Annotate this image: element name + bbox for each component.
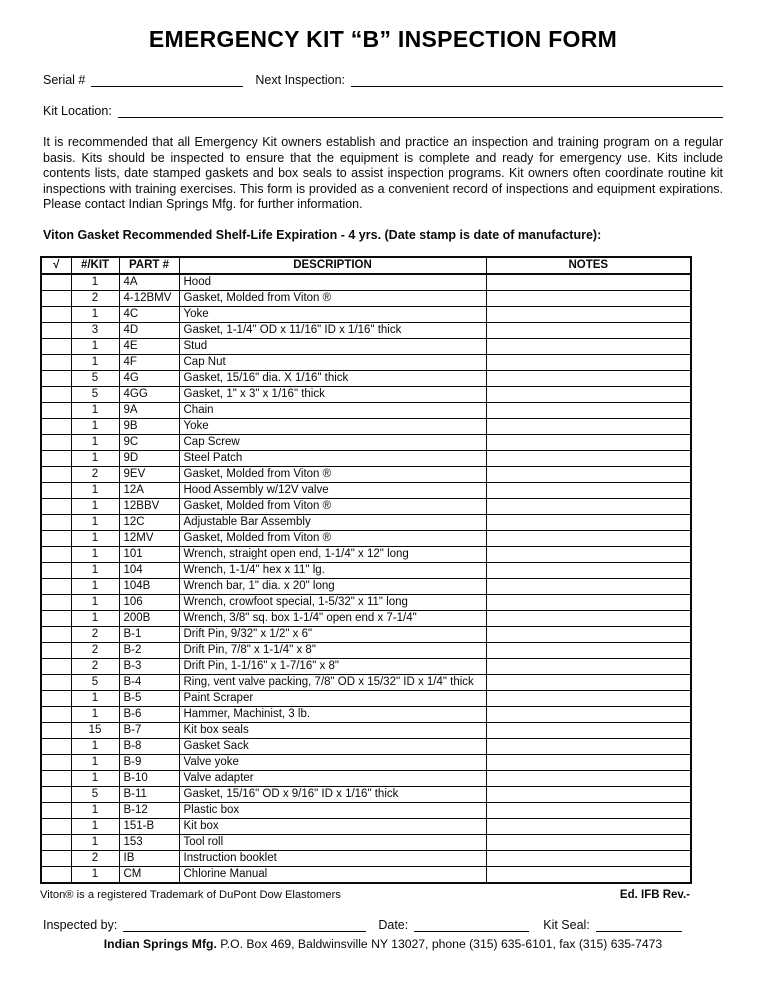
description-cell: Gasket, Molded from Viton ® xyxy=(179,530,486,546)
description-cell: Drift Pin, 1-1/16" x 1-7/16" x 8" xyxy=(179,658,486,674)
check-cell xyxy=(41,386,71,402)
qty-cell: 2 xyxy=(71,626,119,642)
table-row xyxy=(41,658,691,674)
check-cell xyxy=(41,754,71,770)
part-cell: 106 xyxy=(119,594,179,610)
notes-cell xyxy=(486,818,691,834)
table-row xyxy=(41,482,691,498)
description-column-header: DESCRIPTION xyxy=(179,257,486,274)
table-row xyxy=(41,530,691,546)
description-cell: Adjustable Bar Assembly xyxy=(179,514,486,530)
description-cell: Instruction booklet xyxy=(179,850,486,866)
qty-cell: 1 xyxy=(71,418,119,434)
part-cell: 9EV xyxy=(119,466,179,482)
notes-cell xyxy=(486,402,691,418)
part-cell: B-8 xyxy=(119,738,179,754)
table-row xyxy=(41,322,691,338)
table-row xyxy=(41,722,691,738)
description-cell: Gasket, 15/16" dia. X 1/16" thick xyxy=(179,370,486,386)
notes-cell xyxy=(486,418,691,434)
part-column-header: PART # xyxy=(119,257,179,274)
part-cell: 153 xyxy=(119,834,179,850)
check-cell xyxy=(41,802,71,818)
check-cell xyxy=(41,722,71,738)
qty-cell: 1 xyxy=(71,482,119,498)
table-row xyxy=(41,418,691,434)
kit-seal-label: Kit Seal: xyxy=(543,917,590,932)
viton-trademark-note: Viton® is a registered Trademark of DuPont Dow Elastomers xyxy=(40,888,341,901)
qty-cell: 1 xyxy=(71,818,119,834)
notes-cell xyxy=(486,770,691,786)
description-cell: Hood Assembly w/12V valve xyxy=(179,482,486,498)
description-cell: Gasket, Molded from Viton ® xyxy=(179,290,486,306)
part-cell: B-2 xyxy=(119,642,179,658)
notes-cell xyxy=(486,466,691,482)
qty-cell: 1 xyxy=(71,738,119,754)
qty-cell: 1 xyxy=(71,706,119,722)
part-cell: B-10 xyxy=(119,770,179,786)
qty-cell: 1 xyxy=(71,594,119,610)
next-inspection-label: Next Inspection: xyxy=(255,73,346,87)
table-row xyxy=(41,770,691,786)
check-cell xyxy=(41,498,71,514)
qty-cell: 1 xyxy=(71,562,119,578)
table-row xyxy=(41,514,691,530)
date-blank-line xyxy=(414,918,529,932)
part-cell: 12MV xyxy=(119,530,179,546)
notes-cell xyxy=(486,578,691,594)
description-cell: Cap Nut xyxy=(179,354,486,370)
description-cell: Hammer, Machinist, 3 lb. xyxy=(179,706,486,722)
check-cell xyxy=(41,690,71,706)
part-cell: 104B xyxy=(119,578,179,594)
qty-cell: 1 xyxy=(71,770,119,786)
notes-cell xyxy=(486,674,691,690)
description-cell: Gasket, 15/16" OD x 9/16" ID x 1/16" thick xyxy=(179,786,486,802)
part-cell: B-5 xyxy=(119,690,179,706)
check-cell xyxy=(41,370,71,386)
check-cell xyxy=(41,786,71,802)
check-cell xyxy=(41,274,71,291)
signature-row xyxy=(43,918,723,932)
part-cell: 4E xyxy=(119,338,179,354)
description-cell: Wrench, straight open end, 1-1/4" x 12" long xyxy=(179,546,486,562)
qty-cell: 1 xyxy=(71,434,119,450)
notes-cell xyxy=(486,802,691,818)
kit-location-blank-line xyxy=(118,104,723,118)
check-cell xyxy=(41,770,71,786)
qty-cell: 1 xyxy=(71,802,119,818)
notes-cell xyxy=(486,706,691,722)
qty-cell: 1 xyxy=(71,834,119,850)
qty-cell: 1 xyxy=(71,450,119,466)
check-cell xyxy=(41,818,71,834)
description-cell: Wrench bar, 1" dia. x 20" long xyxy=(179,578,486,594)
part-cell: 4GG xyxy=(119,386,179,402)
part-cell: B-3 xyxy=(119,658,179,674)
part-cell: 9B xyxy=(119,418,179,434)
description-cell: Wrench, 1-1/4" hex x 11" lg. xyxy=(179,562,486,578)
qty-cell: 5 xyxy=(71,674,119,690)
part-cell: 9D xyxy=(119,450,179,466)
description-cell: Hood xyxy=(179,274,486,291)
part-cell: 4G xyxy=(119,370,179,386)
table-row xyxy=(41,626,691,642)
check-cell xyxy=(41,322,71,338)
kit-location-label: Kit Location: xyxy=(43,104,112,118)
check-cell xyxy=(41,290,71,306)
table-row xyxy=(41,594,691,610)
part-cell: B-7 xyxy=(119,722,179,738)
table-row xyxy=(41,610,691,626)
table-row xyxy=(41,450,691,466)
description-cell: Stud xyxy=(179,338,486,354)
check-cell xyxy=(41,450,71,466)
table-row xyxy=(41,690,691,706)
table-row xyxy=(41,386,691,402)
check-cell xyxy=(41,738,71,754)
notes-cell xyxy=(486,290,691,306)
table-row xyxy=(41,754,691,770)
table-row xyxy=(41,290,691,306)
part-cell: CM xyxy=(119,866,179,883)
qty-cell: 5 xyxy=(71,786,119,802)
check-cell xyxy=(41,306,71,322)
notes-cell xyxy=(486,658,691,674)
part-cell: B-12 xyxy=(119,802,179,818)
description-cell: Valve yoke xyxy=(179,754,486,770)
part-cell: B-9 xyxy=(119,754,179,770)
qty-cell: 1 xyxy=(71,338,119,354)
kit-location-row xyxy=(43,104,723,118)
part-cell: 9C xyxy=(119,434,179,450)
check-cell xyxy=(41,354,71,370)
qty-cell: 1 xyxy=(71,514,119,530)
check-cell xyxy=(41,850,71,866)
table-row xyxy=(41,738,691,754)
description-cell: Kit box seals xyxy=(179,722,486,738)
description-cell: Paint Scraper xyxy=(179,690,486,706)
description-cell: Wrench, crowfoot special, 1-5/32" x 11" long xyxy=(179,594,486,610)
check-cell xyxy=(41,642,71,658)
table-row xyxy=(41,866,691,883)
table-row xyxy=(41,498,691,514)
description-cell: Plastic box xyxy=(179,802,486,818)
description-cell: Gasket, Molded from Viton ® xyxy=(179,466,486,482)
part-cell: B-1 xyxy=(119,626,179,642)
part-cell: B-11 xyxy=(119,786,179,802)
intro-paragraph: It is recommended that all Emergency Kit owners establish and practice an inspection and training program on a regular basis. Kits should be inspected to ensure that the equipment is complete and ready for emergency use. Kits include contents lists, date stamped gaskets and box seals to assist inspection programs. Kit owners often coordinate routine kit inspections with training exercises. This form is provided as a convenient record of inspections and equipment expirations. Please contact Indian Springs Mfg. for further information. xyxy=(43,135,723,212)
table-row xyxy=(41,786,691,802)
description-cell: Yoke xyxy=(179,306,486,322)
check-cell xyxy=(41,610,71,626)
description-cell: Drift Pin, 9/32" x 1/2" x 6" xyxy=(179,626,486,642)
serial-blank-line xyxy=(91,73,243,87)
description-cell: Valve adapter xyxy=(179,770,486,786)
part-cell: 4-12BMV xyxy=(119,290,179,306)
check-cell xyxy=(41,434,71,450)
description-cell: Kit box xyxy=(179,818,486,834)
check-cell xyxy=(41,626,71,642)
description-cell: Chlorine Manual xyxy=(179,866,486,883)
part-cell: IB xyxy=(119,850,179,866)
qty-cell: 1 xyxy=(71,354,119,370)
check-cell xyxy=(41,594,71,610)
qty-cell: 5 xyxy=(71,386,119,402)
qty-cell: 1 xyxy=(71,498,119,514)
table-row xyxy=(41,370,691,386)
part-cell: 104 xyxy=(119,562,179,578)
check-cell xyxy=(41,658,71,674)
notes-cell xyxy=(486,850,691,866)
notes-cell xyxy=(486,498,691,514)
description-cell: Cap Screw xyxy=(179,434,486,450)
check-cell xyxy=(41,418,71,434)
description-cell: Gasket Sack xyxy=(179,738,486,754)
qty-cell: 1 xyxy=(71,610,119,626)
qty-cell: 5 xyxy=(71,370,119,386)
company-name: Indian Springs Mfg. xyxy=(103,936,217,951)
notes-cell xyxy=(486,434,691,450)
table-row xyxy=(41,546,691,562)
notes-cell xyxy=(486,754,691,770)
table-row xyxy=(41,306,691,322)
table-row xyxy=(41,466,691,482)
part-cell: 12A xyxy=(119,482,179,498)
notes-cell xyxy=(486,386,691,402)
notes-cell xyxy=(486,530,691,546)
form-title: EMERGENCY KIT “B” INSPECTION FORM xyxy=(148,26,618,52)
table-row xyxy=(41,802,691,818)
part-cell: 12BBV xyxy=(119,498,179,514)
description-cell: Gasket, Molded from Viton ® xyxy=(179,498,486,514)
qty-cell: 1 xyxy=(71,402,119,418)
company-footer-line xyxy=(43,937,723,951)
check-cell xyxy=(41,514,71,530)
qty-cell: 1 xyxy=(71,866,119,883)
notes-cell xyxy=(486,370,691,386)
check-cell xyxy=(41,482,71,498)
description-cell: Steel Patch xyxy=(179,450,486,466)
qty-cell: 1 xyxy=(71,546,119,562)
notes-cell xyxy=(486,338,691,354)
check-cell xyxy=(41,402,71,418)
check-cell xyxy=(41,866,71,883)
qty-cell: 1 xyxy=(71,690,119,706)
notes-cell xyxy=(486,562,691,578)
description-cell: Chain xyxy=(179,402,486,418)
part-cell: 9A xyxy=(119,402,179,418)
qty-cell: 1 xyxy=(71,754,119,770)
parts-table-body xyxy=(41,274,691,883)
table-row xyxy=(41,850,691,866)
qty-column-header: #/KIT xyxy=(71,257,119,274)
qty-cell: 3 xyxy=(71,322,119,338)
description-cell: Wrench, 3/8" sq. box 1-1/4" open end x 7-1/4" xyxy=(179,610,486,626)
part-cell: 4A xyxy=(119,274,179,291)
qty-cell: 2 xyxy=(71,850,119,866)
check-cell xyxy=(41,466,71,482)
part-cell: 4C xyxy=(119,306,179,322)
next-inspection-blank-line xyxy=(351,73,723,87)
serial-label: Serial # xyxy=(43,73,86,87)
check-cell xyxy=(41,530,71,546)
notes-cell xyxy=(486,354,691,370)
checkmark-column-header: √ xyxy=(41,257,71,274)
check-cell xyxy=(41,562,71,578)
qty-cell: 1 xyxy=(71,306,119,322)
qty-cell: 1 xyxy=(71,274,119,291)
table-row xyxy=(41,402,691,418)
part-cell: 200B xyxy=(119,610,179,626)
description-cell: Yoke xyxy=(179,418,486,434)
notes-cell xyxy=(486,306,691,322)
check-cell xyxy=(41,706,71,722)
check-cell xyxy=(41,834,71,850)
notes-cell xyxy=(486,514,691,530)
notes-cell xyxy=(486,626,691,642)
notes-cell xyxy=(486,546,691,562)
parts-table-header xyxy=(41,257,691,274)
parts-table xyxy=(40,256,692,884)
check-cell xyxy=(41,578,71,594)
notes-cell xyxy=(486,866,691,883)
notes-cell xyxy=(486,594,691,610)
qty-cell: 2 xyxy=(71,658,119,674)
notes-cell xyxy=(486,738,691,754)
description-cell: Gasket, 1-1/4" OD x 11/16" ID x 1/16" thick xyxy=(179,322,486,338)
notes-cell xyxy=(486,642,691,658)
description-cell: Ring, vent valve packing, 7/8" OD x 15/32" ID x 1/4" thick xyxy=(179,674,486,690)
notes-cell xyxy=(486,274,691,291)
part-cell: B-4 xyxy=(119,674,179,690)
description-cell: Tool roll xyxy=(179,834,486,850)
table-row xyxy=(41,818,691,834)
shelf-life-note: Viton Gasket Recommended Shelf-Life Expiration - 4 yrs. (Date stamp is date of manufacture): xyxy=(43,227,602,242)
qty-cell: 1 xyxy=(71,578,119,594)
description-cell: Drift Pin, 7/8" x 1-1/4" x 8" xyxy=(179,642,486,658)
table-row xyxy=(41,274,691,291)
check-cell xyxy=(41,674,71,690)
kit-seal-blank-line xyxy=(596,918,682,932)
inspected-by-blank-line xyxy=(123,918,366,932)
notes-cell xyxy=(486,322,691,338)
notes-column-header: NOTES xyxy=(486,257,691,274)
table-row xyxy=(41,706,691,722)
table-row xyxy=(41,434,691,450)
part-cell: 4F xyxy=(119,354,179,370)
check-cell xyxy=(41,338,71,354)
table-row xyxy=(41,354,691,370)
table-row xyxy=(41,338,691,354)
notes-cell xyxy=(486,450,691,466)
serial-next-inspection-row xyxy=(43,73,723,87)
company-address: P.O. Box 469, Baldwinsville NY 13027, phone (315) 635-6101, fax (315) 635-7473 xyxy=(216,936,663,951)
notes-cell xyxy=(486,690,691,706)
table-row xyxy=(41,642,691,658)
part-cell: 101 xyxy=(119,546,179,562)
date-label: Date: xyxy=(378,917,409,932)
description-cell: Gasket, 1" x 3" x 1/16" thick xyxy=(179,386,486,402)
table-row xyxy=(41,674,691,690)
notes-cell xyxy=(486,482,691,498)
inspected-by-label: Inspected by: xyxy=(43,917,118,932)
qty-cell: 15 xyxy=(71,722,119,738)
trademark-row xyxy=(40,889,690,901)
part-cell: B-6 xyxy=(119,706,179,722)
edition-revision-label: Ed. IFB Rev.- xyxy=(619,888,690,901)
notes-cell xyxy=(486,610,691,626)
notes-cell xyxy=(486,834,691,850)
table-row xyxy=(41,834,691,850)
header-row xyxy=(41,257,691,274)
table-row xyxy=(41,562,691,578)
part-cell: 4D xyxy=(119,322,179,338)
qty-cell: 2 xyxy=(71,642,119,658)
part-cell: 12C xyxy=(119,514,179,530)
qty-cell: 2 xyxy=(71,290,119,306)
qty-cell: 2 xyxy=(71,466,119,482)
part-cell: 151-B xyxy=(119,818,179,834)
table-row xyxy=(41,578,691,594)
check-cell xyxy=(41,546,71,562)
qty-cell: 1 xyxy=(71,530,119,546)
notes-cell xyxy=(486,786,691,802)
notes-cell xyxy=(486,722,691,738)
